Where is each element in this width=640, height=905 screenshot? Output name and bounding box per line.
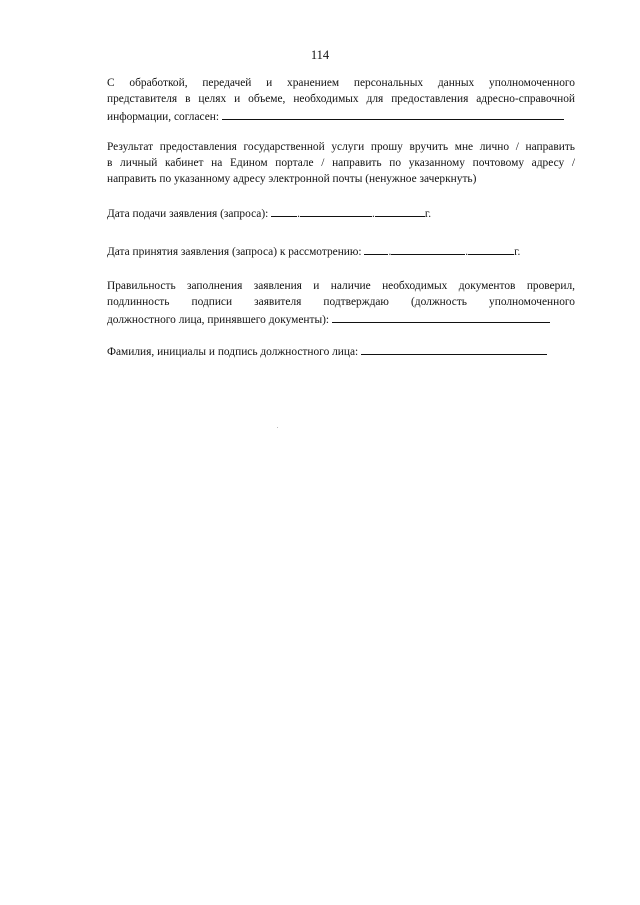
submission-year-field[interactable] (375, 205, 425, 217)
submission-date-label: Дата подачи заявления (запроса): (107, 207, 269, 220)
submission-day-field[interactable] (271, 205, 297, 217)
submission-month-field[interactable] (300, 205, 372, 217)
consent-signature-field[interactable] (222, 108, 564, 120)
acceptance-date-separator-1: . (388, 245, 392, 258)
scan-speck (277, 427, 278, 428)
official-signature-field[interactable] (361, 343, 547, 355)
result-paragraph (107, 140, 575, 187)
acceptance-month-field[interactable] (391, 243, 465, 255)
result-line-2: в личный кабинет на Едином портале / направить по указанному почтовому адресу / (107, 157, 575, 170)
acceptance-date-label: Дата принятия заявления (запроса) к рассмотрению: (107, 245, 362, 258)
verification-line-3 (107, 311, 575, 329)
consent-label: информации, согласен: (107, 110, 220, 123)
acceptance-day-field[interactable] (364, 243, 388, 255)
acceptance-date-separator-2: . (465, 245, 469, 258)
verification-paragraph (107, 279, 575, 328)
consent-line-1: С обработкой, передачей и хранением персональных данных уполномоченного (107, 77, 575, 89)
acceptance-year-field[interactable] (468, 243, 514, 255)
official-signature-row (107, 343, 575, 361)
official-position-field[interactable] (332, 311, 550, 323)
form-content (107, 76, 575, 361)
official-signature-label: Фамилия, инициалы и подпись должностного лица: (107, 345, 359, 358)
verification-label: должностного лица, принявшего документы): (107, 313, 330, 326)
consent-line-3 (107, 108, 575, 126)
acceptance-date-suffix: г. (514, 245, 521, 258)
verification-line-1: Правильность заполнения заявления и наличие необходимых документов проверил, (107, 280, 575, 293)
submission-date-separator-2: . (372, 207, 375, 220)
page-number: 114 (310, 48, 330, 62)
acceptance-date-row (107, 243, 575, 261)
result-line-3: направить по указанному адресу электронной почты (ненужное зачеркнуть) (107, 172, 477, 185)
submission-date-row (107, 205, 575, 223)
consent-line-2: представителя в целях и объеме, необходимых для предоставления адресно-справочной (107, 92, 575, 105)
submission-date-suffix: г. (424, 207, 432, 220)
submission-date-separator-1: . (297, 207, 301, 220)
result-line-1: Результат предоставления государственной услуги прошу вручить мне лично / направить (107, 141, 575, 154)
consent-paragraph (107, 76, 575, 125)
verification-line-2: подлинность подписи заявителя подтверждаю (должность уполномоченного (107, 296, 575, 309)
